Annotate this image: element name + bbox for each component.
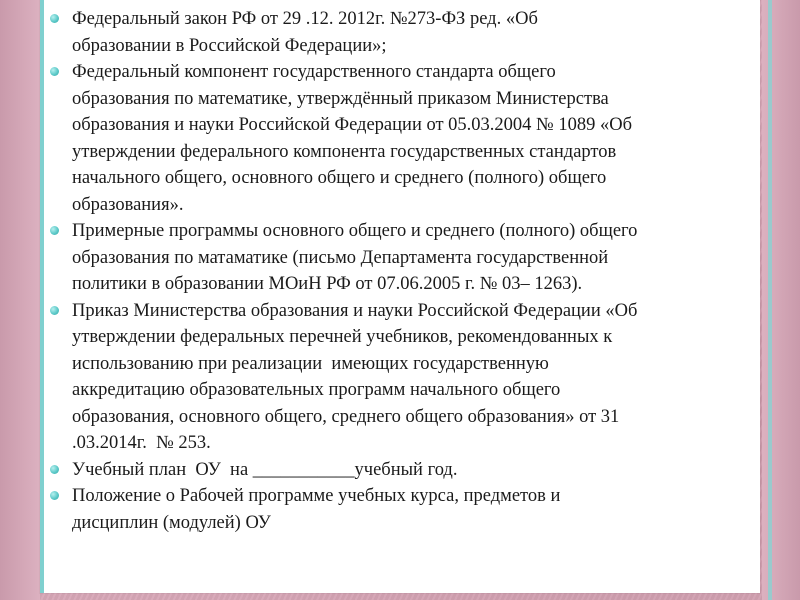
teal-dot-icon (50, 226, 59, 235)
teal-dot-icon (50, 67, 59, 76)
left-decor-band (0, 0, 40, 600)
list-item-text: Учебный план ОУ на ___________учебный год. (72, 459, 458, 480)
list-item-text: Положение о Рабочей программе учебных курса, предметов и дисциплин (модулей) ОУ (72, 486, 561, 533)
right-accent-stripe (768, 0, 772, 600)
list-item (72, 218, 750, 298)
teal-dot-icon (50, 306, 59, 315)
teal-dot-icon (50, 14, 59, 23)
bullet-list (44, 0, 760, 536)
content-panel (40, 0, 760, 593)
list-item (72, 6, 750, 59)
teal-dot-icon (50, 465, 59, 474)
teal-dot-icon (50, 491, 59, 500)
list-item-text: Федеральный закон РФ от 29 .12. 2012г. №273-ФЗ ред. «Об образовании в Российской Федерации»; (72, 9, 538, 56)
list-item (72, 483, 750, 536)
list-item (72, 457, 750, 484)
list-item (72, 59, 750, 218)
list-item (72, 298, 750, 457)
list-item-text: Федеральный компонент государственного стандарта общего образования по математике, утверждённый приказом Министерства образования и науки Российской Федерации от 05.03.2004 № 1089 «Об утверждении федерального компонента государственных стандартов начального общего, основного общего и среднего (полного) общего образования». (72, 62, 632, 215)
list-item-text: Приказ Министерства образования и науки Российской Федерации «Об утверждении федеральных перечней учебников, рекомендованных к использованию при реализации имеющих государственную аккредитацию образовательных программ начального общего образования, основного общего, среднего общего образования» от 31 .03.2014г. № 253. (72, 300, 638, 453)
list-item-text: Примерные программы основного общего и среднего (полного) общего образования по матаматике (письмо Департамента государственной политики в образовании МОиН РФ от 07.06.2005 г. № 03– 1263). (72, 221, 638, 294)
